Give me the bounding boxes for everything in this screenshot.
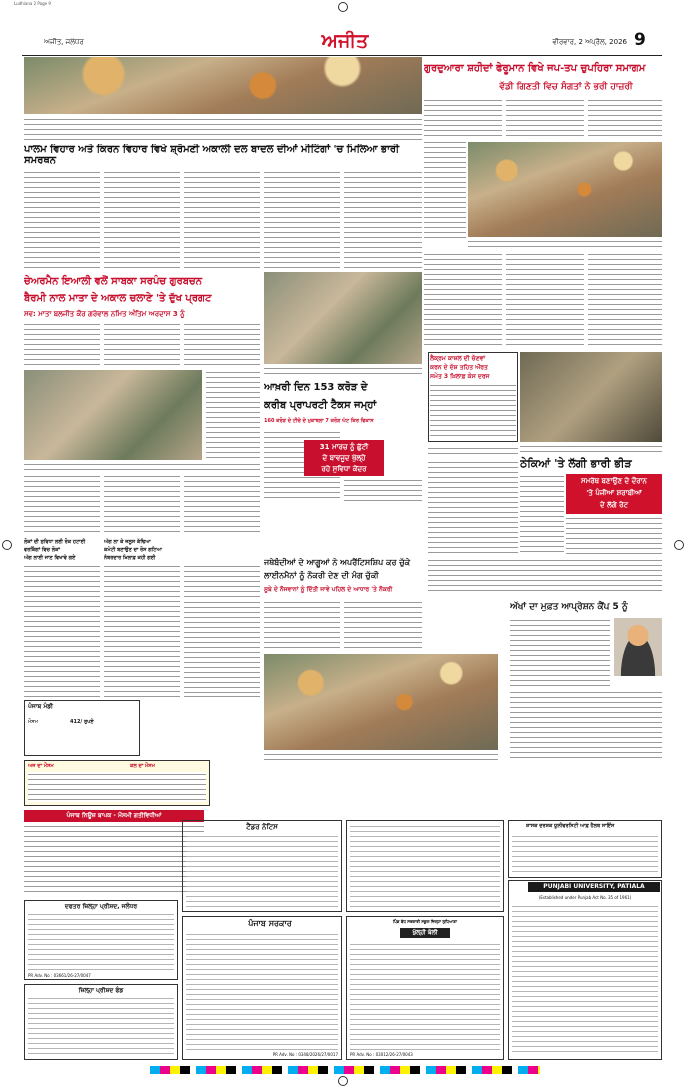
palam-column-3 — [184, 170, 260, 270]
khulli-boli-top: ਪਿੰਡ ਬੱਧ ਸਰਕਾਰੀ ਸਕੂਲ ਜ਼ਿਲ੍ਹਾ ਲੁਧਿਆਣਾ — [392, 919, 458, 924]
rate-label: ਮੌਸਮ — [28, 719, 38, 725]
chairman-column-2 — [104, 322, 180, 368]
color-strip — [150, 1066, 540, 1074]
street-photo — [520, 352, 662, 442]
left-story-body — [24, 564, 100, 698]
punjabi-university-title: PUNJABI UNIVERSITY, PATIALA — [528, 882, 660, 892]
tax-counter-photo — [264, 272, 422, 364]
gurdwara-photo — [468, 142, 662, 237]
protest-photo — [264, 654, 498, 750]
left-notice-title: ਦਫਤਰ ਜ਼ਿਲ੍ਹਾ ਪ੍ਰੀਸ਼ਦ, ਜਲੰਧਰ — [64, 903, 138, 910]
case-column — [428, 446, 518, 456]
tax-callout-line-3: ਰਹੇ ਸੁਵਿਧਾ ਕੇਂਦਰ — [321, 465, 367, 473]
protest-photo-caption — [264, 752, 498, 762]
case-body — [430, 383, 516, 440]
registration-mark-icon — [338, 1076, 348, 1086]
university-title: ਸ਼ਾਸਕ ਦਰਸ਼ਕ ਯੂਨੀਵਰਸਿਟੀ ਆਫ਼ ਹੈਲਥ ਸਾਇੰਸ — [526, 823, 615, 829]
chairman-column-3 — [184, 322, 260, 368]
jathebandian-subhead: ਸੂਬੇ ਦੇ ਨੌਜਵਾਨਾਂ ਨੂੰ ਦਿੱਤੀ ਜਾਵੇ ਪਹਿਲ ਦੇ ਆਧਾਰ 'ਤੇ ਨੌਕਰੀ — [264, 586, 393, 593]
gurdwara-subhead: ਵੱਡੀ ਗਿਣਤੀ ਵਿਚ ਸੰਗਤਾਂ ਨੇ ਭਰੀ ਹਾਜ਼ਰੀ — [470, 80, 662, 94]
ankh-headline: ਅੱਖਾਂ ਦਾ ਮੁਫ਼ਤ ਆਪ੍ਰੇਸ਼ਨ ਕੈਂਪ 5 ਨੂੰ — [510, 602, 628, 612]
mandi-title: ਪੰਜਾਬ ਮੰਡੀ — [28, 703, 53, 710]
thekian-headline: ਠੇਕਿਆਂ 'ਤੇ ਲੱਗੀ ਭਾਰੀ ਭੀੜ — [520, 457, 632, 470]
chairman-headline-2: ਬੈਰਮੀ ਨਾਲ ਮਾਤਾ ਦੇ ਅਕਾਲ ਚਲਾਣੇ 'ਤੇ ਦੁੱਖ ਪ੍ਰਗਟ — [24, 293, 212, 304]
jathebandian-headline: ਜਥੇਬੰਦੀਆਂ ਦੇ ਆਗੂਆਂ ਨੇ ਅਪਰੈਂਟਿਸਸ਼ਿਪ ਕਰ ਚੁੱਕੇ ਲਾਈਨਮੈਨਾਂ ਨੂੰ ਨੌਕਰੀ ਦੇਣ ਦੀ ਮੰਗ ਚੁੱਕੀ — [264, 558, 411, 580]
weather-details — [28, 772, 206, 802]
palam-column-4 — [264, 170, 340, 270]
palam-column-5 — [344, 170, 422, 270]
left-notice-pr: PR Adv. No : 03661/26-27/0047 — [28, 973, 91, 978]
chairman-column-1 — [24, 322, 100, 368]
ankh-column-1 — [510, 618, 610, 688]
table-ad-body — [350, 824, 500, 908]
left-notice-2-body — [28, 996, 174, 1056]
tender-body — [186, 834, 338, 908]
gurdwara-column-1 — [424, 98, 502, 140]
gurdwara-column-7 — [588, 252, 662, 348]
mid-left-body — [104, 564, 180, 698]
slug-text: Ludhiana 2 Page 9 — [14, 1, 51, 6]
mid-left-headline-1: ਅੱਗ ਲਾ ਕੇ ਜਲੂਸ ਕੱਢਿਆ — [104, 539, 151, 545]
left-story-headline-1: ਲੋਕਾਂ ਦੀ ਸੁਵਿਧਾ ਲਈ ਰੋਕ ਹਟਾਈ — [24, 539, 86, 545]
thekian-column-2 — [520, 474, 564, 556]
jathebandian-column-1 — [184, 600, 260, 696]
thekian-column-4 — [428, 558, 662, 594]
edition-label: ਅਜੀਤ, ਜਲੰਧਰ — [44, 38, 84, 46]
chairman-headline-1: ਚੇਅਰਮੈਨ ਇਆਲੀ ਵਲੋਂ ਸਾਬਕਾ ਸਰਪੰਚ ਗੁਰਬਚਨ — [24, 276, 203, 287]
punjab-sarkar-pr: PR Adv. No : 0348/2026/27/0017 — [272, 1052, 338, 1057]
thekian-box-line-2: 'ਤੇ ਪੰਜੀਆਂ ਸ਼ਰਾਬੀਆਂ — [586, 489, 642, 497]
meeting-photo — [24, 370, 202, 460]
weather-tomorrow: ਕਲ ਦਾ ਮੌਸਮ — [130, 763, 155, 769]
left-column-1 — [24, 474, 100, 534]
left-column-2 — [104, 474, 180, 534]
meeting-photo-caption — [24, 462, 260, 472]
masthead: ਅਜੀਤ — [321, 30, 369, 52]
punjab-news-body — [24, 824, 204, 894]
palam-headline: ਪਾਲਮ ਵਿਹਾਰ ਅਤੇ ਕਿਰਨ ਵਿਹਾਰ ਵਿਖੇ ਸ਼੍ਰੋਮਣੀ ਅਕਾਲੀ ਦਲ ਬਾਦਲ ਦੀਆਂ ਮੀਟਿੰਗਾਂ 'ਚ ਮਿਲਿਆ ਭਾਰੀ ਸਮਰਥਨ — [24, 144, 400, 166]
header-rule — [22, 55, 662, 56]
weather-today: ਅਜ ਦਾ ਮੌਸਮ — [28, 763, 54, 769]
case-headline-1: ਲੈਕ੍ਰਮ ਕਾਜ਼ਲ ਦੀ ਚੋਣਵਾਂ — [430, 355, 486, 362]
tax-headline-1: ਆਖ਼ਰੀ ਦਿਨ 153 ਕਰੋੜ ਦੇ — [264, 382, 368, 393]
palam-column-1 — [24, 170, 100, 270]
street-photo-caption — [520, 444, 662, 452]
registration-mark-icon — [674, 540, 684, 550]
photo-caption — [24, 117, 422, 142]
khulli-boli-body — [350, 942, 500, 1050]
jathebandian-column-3 — [344, 600, 422, 652]
gurdwara-column-2 — [506, 98, 584, 140]
khulli-boli-pr: PR Adv. No : 03012/26-27/0043 — [350, 1052, 413, 1057]
left-story-headline-2: ਵਰਕਿੰਗਾਂ ਵਿਚ ਲੋਕਾਂ — [24, 547, 60, 553]
mid-left-headline-3: ਨੰਬਰਦਾਰ ਖ਼ਿਲਾਫ਼ ਕਹੀ ਗਈ — [104, 555, 156, 561]
khulli-boli-title: ਖੁੱਲ੍ਹੀ ਬੋਲੀ — [400, 928, 450, 938]
mid-left-headline-2: ਕਮੇਟੀ ਬਣਾਉਣ ਦਾ ਰੋਸ ਗਟਿਆ — [104, 547, 162, 553]
gurdwara-headline: ਗੁਰਦੁਆਰਾ ਸ਼ਹੀਦਾਂ ਫੇਰੂਮਾਨ ਵਿਖੇ ਜਪ-ਤਪ ਚੁਪਹਿਰਾ ਸਮਾਗਮ — [424, 63, 646, 74]
punjabi-university-body — [512, 904, 658, 1054]
tax-callout-line-2: ਦੇ ਬਾਵਜੂਦ ਖੁੱਲ੍ਹੇ — [322, 454, 366, 462]
left-column-3 — [184, 474, 260, 534]
university-body — [512, 834, 658, 874]
tax-callout-line-1: 31 ਮਾਰਚ ਨੂੰ ਛੁੱਟੀ — [319, 443, 369, 451]
rate-value: 412/ ਰੁਪਏ — [70, 719, 94, 725]
gurdwara-column-4 — [424, 140, 466, 240]
registration-mark-icon — [338, 2, 348, 12]
palam-column-2 — [104, 170, 180, 270]
case-headline-3: ਸਮੇਤ 3 ਖ਼ਿਲਾਫ਼ ਕੇਸ ਦਰਜ — [430, 373, 490, 380]
issue-date: ਵੀਰਵਾਰ, 2 ਅਪ੍ਰੈਲ, 2026 — [552, 38, 627, 46]
left-notice-2-title: ਜ਼ਿਲ੍ਹਾ ਪ੍ਰੀਸ਼ਦ ਫੰਡ — [78, 987, 124, 994]
punjab-sarkar-title: ਪੰਜਾਬ ਸਰਕਾਰ — [248, 919, 292, 928]
chairman-column-4 — [206, 370, 260, 460]
tax-photo-caption — [264, 366, 422, 376]
chairman-subhead: ਸਵ: ਮਾਤਾ ਬਲਜੀਤ ਕੌਰ ਗਰੇਵਾਲ ਨਮਿਤ ਅੰਤਿਮ ਅਰਦਾਸ 3 ਨੂੰ — [24, 310, 185, 318]
punjabi-university-sub: (Established under Punjab Act No. 35 of 1961) — [538, 895, 632, 900]
tax-bar: 160 ਕਰੋੜ ਦੇ ਟੀਚੇ ਦੇ ਮੁਕਾਬਲਾ 7 ਕਰੋੜ ਘੱਟ ਕਿਰ ਵਿਕਾਸ — [264, 418, 374, 424]
jathebandian-column-2 — [264, 600, 340, 652]
gurdwara-column-6 — [506, 252, 584, 348]
gurdwara-column-3 — [588, 98, 662, 140]
gurdwara-photo-caption — [468, 239, 662, 249]
thekian-box-line-1: ਸਮਰੱਥ ਬਣਾਉਣ ਦੇ ਦੌਰਾਨ — [581, 477, 647, 485]
registration-mark-icon — [2, 540, 12, 550]
left-notice-body — [28, 912, 174, 972]
ankh-column-2 — [510, 690, 662, 762]
thekian-box-line-3: ਦੇ ਲੱਗੇ ਰੇਟ — [600, 501, 628, 509]
portrait-photo — [614, 618, 662, 676]
punjab-news-head: ਪੰਜਾਬ ਨਿਊਜ਼ ਬਾਪਕ - ਮੌਸਮੀ ਗਤੀਵਿਧੀਆਂ — [24, 810, 204, 822]
tender-title: ਟੈਂਡਰ ਨੋਟਿਸ — [246, 823, 278, 831]
group-photo — [24, 57, 422, 114]
gurdwara-column-5 — [424, 252, 502, 348]
thekian-column-1 — [428, 460, 518, 556]
tax-headline-2: ਕਰੀਬ ਪ੍ਰਾਪਰਟੀ ਟੈਕਸ ਜਮ੍ਹਾਂ — [264, 400, 377, 411]
page-number: 9 — [634, 30, 646, 50]
tax-column-2 — [344, 478, 422, 502]
case-headline-2: ਕਰਨ ਦੇ ਦੋਸ਼ ਤਹਿਤ ਔਰਤ — [430, 364, 488, 371]
thekian-column-3 — [566, 516, 662, 556]
left-story-headline-3: ਅੱਗ ਲਾਈ ਜਾਣ ਵਿਖਾਵੇ ਗਏ — [24, 555, 76, 561]
punjab-sarkar-body — [186, 932, 338, 1050]
